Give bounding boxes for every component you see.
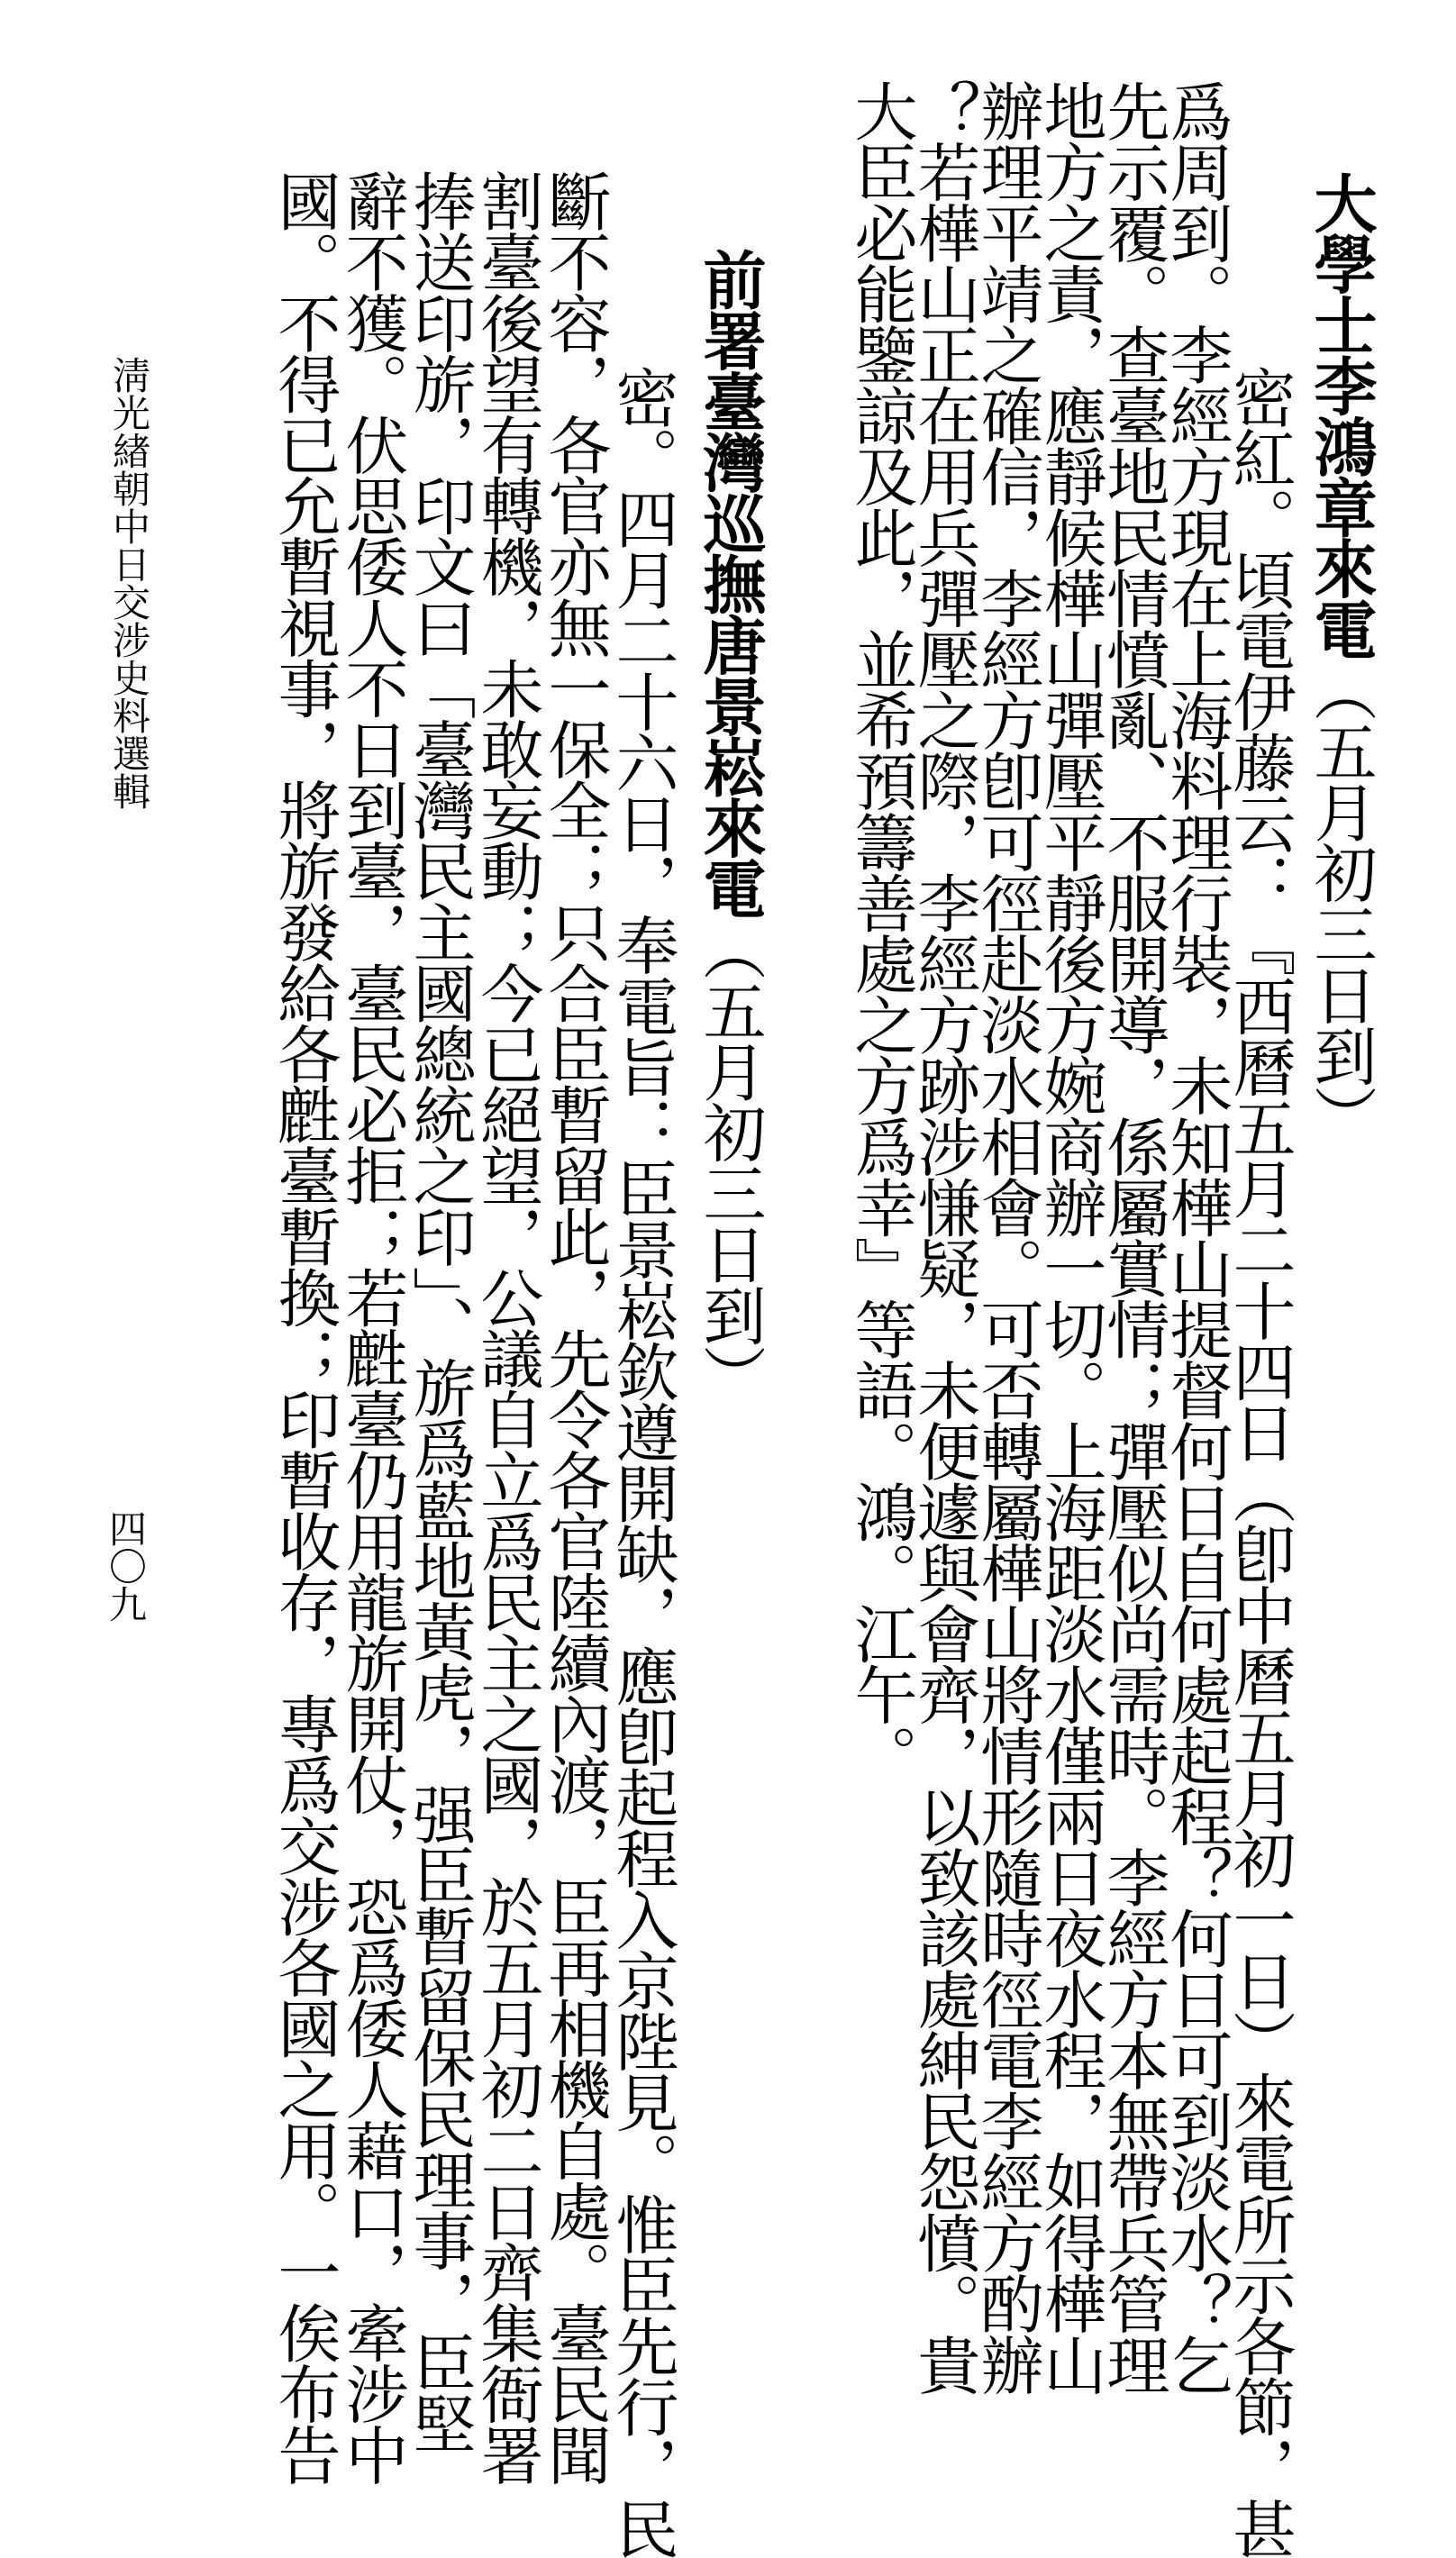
doc2-line-1: 密。四月二十六日，奉電旨：臣景崧欽遵開缺，應卽起程入京陛見。惟臣先行，民 — [605, 243, 679, 2558]
doc1-date: （五月初三日到） — [1304, 658, 1378, 1146]
doc1-line-3: 先示覆。查臺地民情憤亂、不服開導，係屬實情；彈壓似尚需時。李經方本無帶兵管理 — [1097, 79, 1170, 2394]
doc1-line-1: 密紅。頃電伊藤云：『西曆五月二十四日（卽中曆五月初一日）來電所示各節，甚 — [1223, 243, 1297, 2558]
doc1-line-2: 爲周到。李經方現在上海料理行裝，未知樺山提督何日自何處起程？何日可到淡水？乞 — [1160, 79, 1233, 2394]
doc1-title: 大學士李鴻章來電 — [1304, 171, 1379, 659]
doc1-heading — [1304, 171, 1379, 1146]
doc2-line-2: 斷不容，各官亦無一保全；只合臣暫留此，先令各官陸續內渡，臣再相機自處。臺民聞 — [538, 169, 612, 2484]
book-title: 淸光緖朝中日交涉史料選輯 — [107, 356, 151, 810]
doc2-date: （五月初三日到） — [693, 917, 767, 1406]
doc2-line-4: 捧送印旂，印文曰「臺灣民主國總統之印」、旂爲藍地黃虎，强臣暫留保民理事，臣堅 — [403, 169, 477, 2453]
doc2-title: 前署臺灣巡撫唐景崧來電 — [693, 248, 768, 918]
doc2-line-6: 國。不得已允暫視事，將旂發給各𪊟臺暫換；印暫收存，專爲交涉各國之用。一俟布告 — [268, 169, 341, 2484]
doc1-line-4: 地方之責，應靜候樺山彈壓平靜後方婉商辦一切。上海距淡水僅兩日夜水程，如得樺山 — [1033, 79, 1107, 2394]
doc1-line-6: ？若樺山正在用兵彈壓之際，李經方跡涉慊疑，未便遽與會齊，以致該處紳民怨憤。貴 — [907, 79, 981, 2394]
doc1-line-7: 大臣必能鑒諒及此，並希預籌善處之方爲幸』等語。鴻。江午。 — [844, 79, 918, 1785]
doc2-line-3: 割臺後望有轉機，未敢妄動；今已絕望，公議自立爲民主之國，於五月初二日齊集衙署 — [470, 169, 544, 2484]
doc1-line-5: 辦理平靖之確信，李經方卽可徑赴淡水相會。可否轉屬樺山將情形隨時徑電李經方酌辦 — [970, 79, 1044, 2394]
doc2-line-5: 辭不獲。伏思倭人不日到臺，臺民必拒；若𪊟臺仍用龍旂開仗，恐爲倭人藉口，牽涉中 — [335, 169, 409, 2484]
page-number: 四〇九 — [104, 1509, 148, 1623]
doc2-heading — [693, 248, 768, 1406]
